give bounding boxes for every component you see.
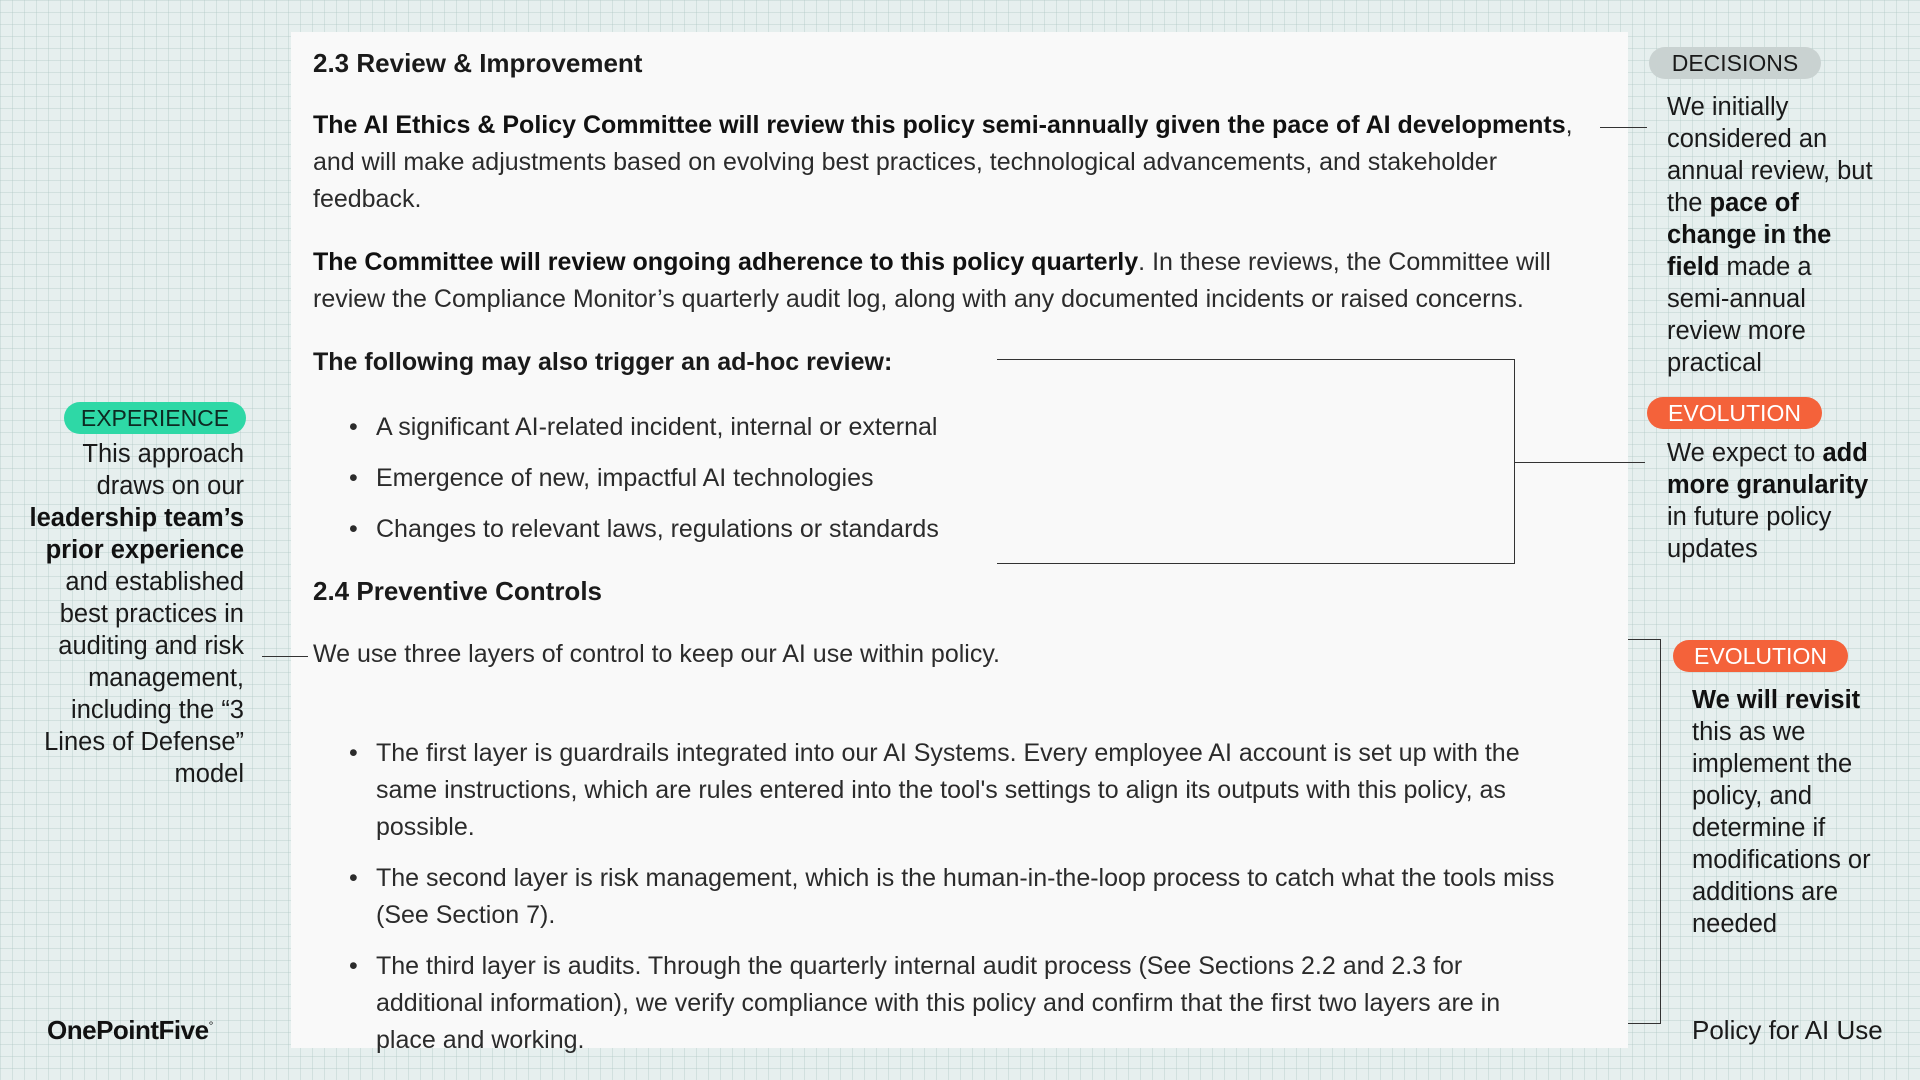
note-line: this as we: [1692, 718, 1806, 746]
trigger-list-item: [349, 409, 938, 446]
note-bold-text: field: [1667, 253, 1720, 281]
note-line: additions are: [1692, 878, 1839, 906]
layer-2-line-1: The second layer is risk management, which is the human-in-the-loop process to catch what the tools miss: [376, 864, 1555, 892]
note-text: We expect to: [1667, 439, 1823, 467]
layer-1-line-3: possible.: [376, 813, 475, 841]
policy-document-card: [291, 32, 1628, 1054]
note-line: including the “3: [71, 696, 244, 724]
note-bold-text: more granularity: [1667, 471, 1869, 499]
section-2-4-heading: 2.4 Preventive Controls: [313, 576, 602, 606]
section-2-3-heading: 2.3 Review & Improvement: [313, 48, 643, 78]
section-2-4-intro: We use three layers of control to keep our AI use within policy.: [313, 640, 1000, 668]
note-line: [1667, 251, 1873, 283]
evolution-note: [1692, 684, 1871, 940]
note-line: considered an: [1667, 125, 1828, 153]
note-line: This approach: [82, 440, 244, 468]
note-line: and established: [65, 568, 244, 596]
experience-tag: EXPERIENCE: [64, 402, 246, 434]
layer-2-line-2: (See Section 7).: [376, 901, 556, 929]
logo-mark: °: [208, 1018, 213, 1033]
note-line: model: [174, 760, 244, 788]
bullet-icon: •: [349, 952, 358, 980]
note-line: in future policy: [1667, 503, 1832, 531]
note-bold-text: We will revisit: [1692, 686, 1861, 714]
note-text: made a: [1719, 253, 1812, 281]
trigger-bracket-bottom: [997, 563, 1515, 564]
note-line: Lines of Defense”: [44, 728, 244, 756]
note-line: review more: [1667, 317, 1806, 345]
p2-rest-text: . In these reviews, the Committee will: [1138, 248, 1551, 276]
trigger-bracket-top: [997, 359, 1515, 360]
experience-connector-line: [262, 656, 308, 657]
note-line: modifications or: [1692, 846, 1871, 874]
note-line: management,: [88, 664, 244, 692]
p1-line-2: and will make adjustments based on evolving best practices, technological advancements, and stakeholder: [313, 148, 1498, 176]
layer-3-line-3: place and working.: [376, 1026, 585, 1054]
note-bold-text: pace of: [1709, 189, 1799, 217]
note-bold-text: change in the: [1667, 221, 1832, 249]
trigger-text: Emergence of new, impactful AI technologies: [376, 464, 874, 492]
note-line: policy, and: [1692, 782, 1813, 810]
layer-1-line-1: The first layer is guardrails integrated into our AI Systems. Every employee AI account is set up with the: [376, 739, 1520, 767]
section-2-3-paragraph-1: [313, 107, 1573, 144]
p1-bold-text: The AI Ethics & Policy Committee will review this policy semi-annually given the pace of AI developments: [313, 111, 1566, 139]
note-line: implement the: [1692, 750, 1853, 778]
bullet-icon: •: [349, 515, 358, 543]
note-line: best practices in: [59, 600, 244, 628]
note-line: annual review, but: [1667, 157, 1873, 185]
layer-3-line-2: additional information), we verify compliance with this policy and confirm that the first two layers are in: [376, 989, 1501, 1017]
note-line: [1692, 684, 1871, 716]
control-layer-item: [349, 948, 1463, 985]
note-line: needed: [1692, 910, 1778, 938]
note-line: practical: [1667, 349, 1762, 377]
note-line: [1667, 187, 1873, 219]
evolution-note: [1667, 437, 1868, 565]
trigger-heading: The following may also trigger an ad-hoc review:: [313, 348, 893, 376]
decisions-note: [1667, 91, 1873, 379]
p1-comma: ,: [1565, 111, 1573, 139]
note-line: We initially: [1667, 93, 1789, 121]
note-line: [1667, 469, 1868, 501]
p2-line-2: review the Compliance Monitor’s quarterly audit log, along with any documented incidents or raised concerns.: [313, 285, 1524, 313]
note-line: draws on our: [96, 472, 244, 500]
trigger-list-item: [349, 511, 939, 548]
note-bold-text: leadership team’s: [29, 504, 244, 532]
experience-note: [20, 438, 244, 790]
logo-text: OnePointFive: [47, 1015, 209, 1045]
trigger-text: Changes to relevant laws, regulations or standards: [376, 515, 939, 543]
note-line: [20, 502, 244, 534]
evolution-tag: EVOLUTION: [1647, 397, 1822, 429]
trigger-text: A significant AI-related incident, internal or external: [376, 413, 938, 441]
note-line: auditing and risk: [58, 632, 244, 660]
bullet-icon: •: [349, 413, 358, 441]
onepointfive-logo: [47, 1015, 213, 1046]
p2-bold-text: The Committee will review ongoing adherence to this policy quarterly: [313, 248, 1139, 276]
note-line: semi-annual: [1667, 285, 1806, 313]
bullet-icon: •: [349, 464, 358, 492]
note-line: [20, 534, 244, 566]
note-line: updates: [1667, 535, 1758, 563]
evolution2-bracket-top: [1628, 639, 1660, 640]
note-bold-text: prior experience: [45, 536, 244, 564]
decisions-connector-line: [1600, 127, 1647, 128]
evolution-tag: EVOLUTION: [1673, 640, 1848, 672]
evolution2-bracket-side: [1660, 639, 1661, 1024]
control-layer-item: [349, 860, 1555, 897]
bullet-icon: •: [349, 864, 358, 892]
note-bold-text: add: [1822, 439, 1868, 467]
p1-line-3: feedback.: [313, 185, 422, 213]
evolution2-bracket-bottom: [1628, 1023, 1660, 1024]
trigger-list-item: [349, 460, 874, 497]
section-2-3-paragraph-2: [313, 244, 1551, 281]
decisions-tag: DECISIONS: [1649, 47, 1821, 79]
layer-3-line-1: The third layer is audits. Through the quarterly internal audit process (See Sections 2.2 and 2.3 for: [376, 952, 1463, 980]
note-line: determine if: [1692, 814, 1826, 842]
note-text: the: [1667, 189, 1710, 217]
note-line: [1667, 437, 1868, 469]
footer-title: Policy for AI Use: [1692, 1015, 1883, 1045]
layer-1-line-2: same instructions, which are rules entered into the tool's settings to align its outputs with this policy, as: [376, 776, 1506, 804]
evolution-connector-line: [1514, 462, 1645, 463]
bullet-icon: •: [349, 739, 358, 767]
control-layer-item: [349, 735, 1520, 772]
note-line: [1667, 219, 1873, 251]
